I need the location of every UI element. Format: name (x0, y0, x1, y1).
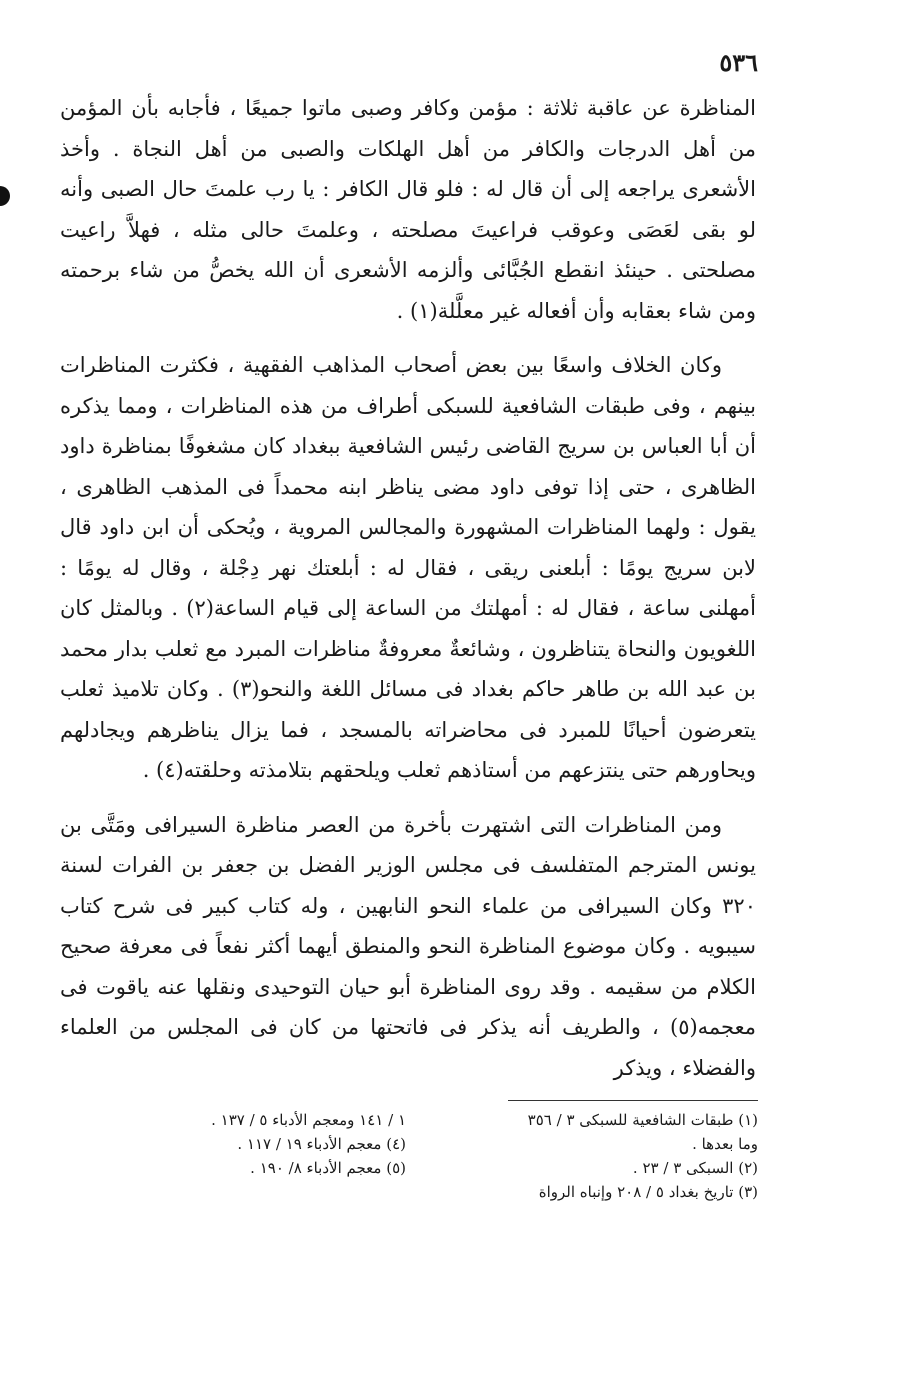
margin-mark (0, 186, 10, 206)
page-number: ٥٣٦ (719, 48, 758, 77)
footnote-divider (508, 1100, 758, 1101)
footnotes-left-column (126, 1108, 406, 1180)
footnote-3: (٣) تاريخ بغداد ٥ / ٢٠٨ وإنباه الرواة (538, 1183, 758, 1201)
paragraph-3: ومن المناظرات التى اشتهرت بأخرة من العصر مناظرة السيرافى ومَتَّى بن يونس المترجم المتفلسف فى مجلس الوزير الفضل بن جعفر بن الفرات لسنة ٣٢٠ وكان السيرافى من علماء النحو النابهين ، وله كتاب كبير فى شرح كتاب سيبويه . وكان موضوع المناظرة النحو والمنطق أيهما أكثر نفعاً فى معرفة صحيح الكلام من سقيمه . وقد روى المناظرة أبو حيان التوحيدى ونقلها عنه ياقوت فى معجمه(٥) ، والطريف أنه يذكر فى فاتحتها من كان فى المجلس من العلماء والفضلاء ، ويذكر (60, 812, 756, 1080)
body-text (60, 88, 756, 1088)
footnotes-right-column (438, 1108, 758, 1204)
footnote-1: (١) طبقات الشافعية للسبكى ٣ / ٣٥٦ (527, 1111, 758, 1129)
paragraph-1: المناظرة عن عاقبة ثلاثة : مؤمن وكافر وصبى ماتوا جميعًا ، فأجابه بأن المؤمن من أهل الدرجات والكافر من أهل الهلكات والصبى من أهل النجاة . وأخذ الأشعرى يراجعه إلى أن قال له : فلو قال الكافر : يا رب علمتَ حال الصبى وأنه لو بقى لعَصَى وعوقب فراعيتَ مصلحته ، وعلمتَ حالى مثله ، فهلاَّ راعيت مصلحتى . حينئذ انقطع الجُبَّائى وألزمه الأشعرى أن الله يخصُّ من شاء برحمته ومن شاء بعقابه وأن أفعاله غير معلَّلة(١) . (60, 96, 756, 323)
footnote-5: (٥) معجم الأدباء ٨/ ١٩٠ . (250, 1159, 406, 1177)
footnote-1-continued: وما بعدها . (692, 1135, 758, 1153)
footnote-2: (٢) السبكى ٣ / ٢٣ . (632, 1159, 758, 1177)
paragraph-2: وكان الخلاف واسعًا بين بعض أصحاب المذاهب الفقهية ، فكثرت المناظرات بينهم ، وفى طبقات الشافعية للسبكى أطراف من هذه المناظرات ، ومما يذكره أن أبا العباس بن سريج القاضى رئيس الشافعية ببغداد كان مشغوفًا بمناظرة داود الظاهرى ، حتى إذا توفى داود مضى يناظر ابنه محمداً فى المذهب الظاهرى ، يقول : ولهما المناظرات المشهورة والمجالس المروية ، ويُحكى أن ابن داود قال لابن سريج يومًا : أبلعنى ريقى ، فقال له : أبلعتك نهر دِجْلة ، وقال له يومًا : أمهلنى ساعة ، فقال له : أمهلتك من الساعة إلى قيام الساعة(٢) . وبالمثل كان اللغويون والنحاة يتناظرون ، وشائعةٌ معروفةٌ مناظرات المبرد مع ثعلب بدار محمد بن عبد الله بن طاهر حاكم بغداد فى مسائل اللغة والنحو(٣) . وكان تلاميذ ثعلب يتعرضون أحيانًا للمبرد فى محاضراته بالمسجد ، فما يزال يناظرهم ويجادلهم ويحاورهم حتى ينتزعهم من أستاذهم ثعلب ويلحقهم بتلامذته وحلقته(٤) . (60, 353, 756, 782)
footnote-4: (٤) معجم الأدباء ١٩ / ١١٧ . (237, 1135, 406, 1153)
footnote-3-continued: ١ / ١٤١ ومعجم الأدباء ٥ / ١٣٧ . (211, 1111, 406, 1129)
